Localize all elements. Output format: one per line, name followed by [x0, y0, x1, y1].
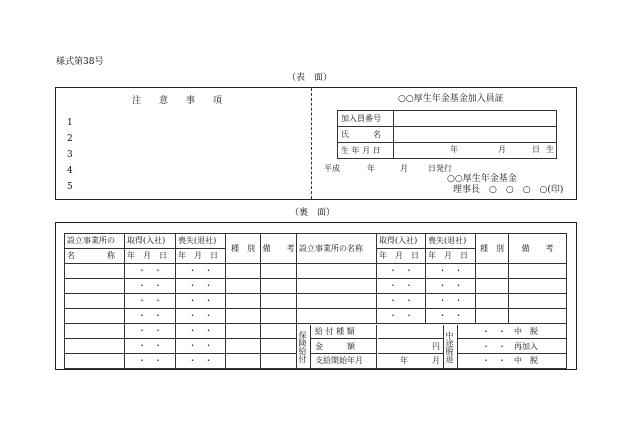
withdrawal-row: ・ ・ 中 脱	[482, 355, 538, 365]
member-no-label: 加入員番号	[338, 111, 394, 127]
header-ymd: 年 月 日	[377, 249, 426, 264]
table-row: ・ ・ ・ ・ ・ ・ ・ ・	[65, 309, 567, 324]
issue-era: 平成	[324, 164, 340, 173]
issue-day-unit: 日発行	[428, 164, 452, 173]
header-establishment-name: 設立事業所の名称	[297, 234, 377, 264]
fund-name: ○○厚生年金基金	[447, 174, 517, 184]
birth-field: 年 月 日 生	[394, 143, 557, 159]
table-row: ・ ・ ・ ・	[65, 354, 567, 369]
table-row: ・ ・ ・ ・ ・ ・ ・ ・	[65, 294, 567, 309]
issue-year-unit: 年	[367, 164, 375, 173]
start-date-units: 年 月	[378, 354, 444, 368]
header-establishment: 設立事業所の	[65, 234, 125, 249]
member-no-field	[394, 111, 557, 127]
note-number: 2	[67, 134, 73, 144]
director-name: 理事長 ○ ○ ○ ○(印)	[453, 185, 564, 195]
header-ymd: 年 月 日	[125, 249, 176, 264]
table-row: ・ ・ ・ ・	[65, 339, 567, 354]
withdrawal-label: 中途脱退	[445, 330, 454, 363]
front-heading: （表 面）	[287, 73, 333, 83]
member-info-table	[337, 110, 557, 159]
note-number: 1	[67, 118, 73, 128]
benefit-type-label: 給 付 種 類	[311, 325, 377, 339]
back-heading: （裏 面）	[290, 208, 336, 218]
amount-unit: 円	[378, 339, 444, 354]
table-row: ・ ・ ・ ・ ・ ・ ・ ・	[65, 279, 567, 294]
benefit-type-value	[378, 325, 444, 339]
insurance-label: 保険給付	[298, 330, 307, 363]
note-number: 5	[67, 182, 73, 192]
birth-label: 生 年 月 日	[338, 143, 394, 159]
withdrawal-row: ・ ・ 再加入	[458, 339, 567, 354]
withdrawal-row: ・ ・ 中 脱	[458, 325, 567, 339]
header-type: 種 別	[476, 234, 509, 264]
note-number: 4	[67, 166, 73, 176]
fold-line	[311, 88, 312, 199]
issue-month-unit: 月	[400, 164, 408, 173]
table-row: ・ ・ ・ ・ 保険給付 給 付 種 類 金 額 支給開始年月 円 年 月 中途脱退 ・ ・ 中 脱 ・ ・ 再加入 ・ ・ 中 脱	[65, 324, 567, 339]
header-ymd: 年 月 日	[176, 249, 226, 264]
amount-label: 金 額	[311, 339, 377, 354]
header-lost: 喪失(退社)	[426, 234, 476, 249]
start-date-label: 支給開始年月	[311, 354, 377, 368]
header-acquired: 取得(入社)	[125, 234, 176, 249]
name-label: 氏 名	[338, 127, 394, 143]
form-number: 様式第38号	[56, 57, 104, 67]
employment-history-table	[64, 233, 567, 369]
header-remarks: 備 考	[509, 234, 567, 264]
header-type: 種 別	[226, 234, 261, 264]
header-lost: 喪失(退社)	[176, 234, 226, 249]
notes-title: 注 意 事 項	[132, 96, 223, 106]
note-number: 3	[67, 150, 73, 160]
name-field	[394, 127, 557, 143]
header-remarks: 備 考	[261, 234, 297, 264]
table-row: ・ ・ ・ ・ ・ ・ ・ ・	[65, 264, 567, 279]
header-name: 名 称	[65, 249, 125, 264]
header-ymd: 年 月 日	[426, 249, 476, 264]
insurance-benefit-section	[297, 324, 567, 369]
header-acquired: 取得(入社)	[377, 234, 426, 249]
card-title: ○○厚生年金基金加入員証	[398, 94, 504, 104]
